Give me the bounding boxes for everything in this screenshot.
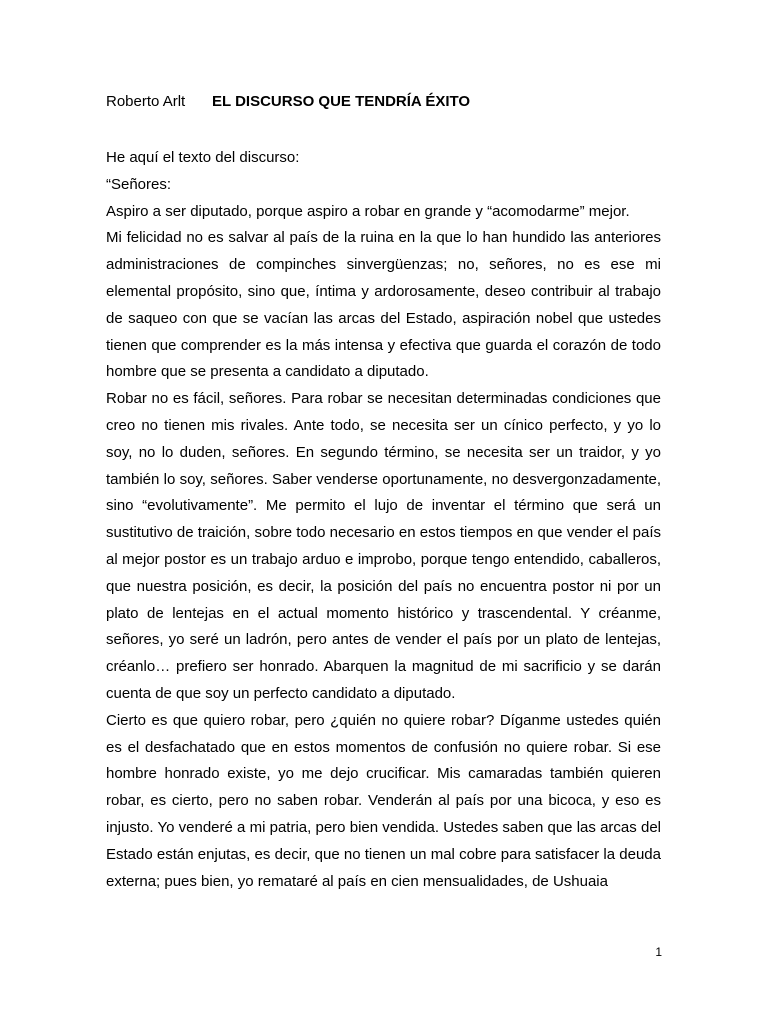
body-text <box>106 145 661 895</box>
paragraph-aspiration: Aspiro a ser diputado, porque aspiro a robar en grande y “acomodarme” mejor. <box>106 202 630 220</box>
page-number: 1 <box>655 945 662 959</box>
author-name: Roberto Arlt <box>106 93 186 110</box>
paragraph-robar-no-es-facil: Robar no es fácil, señores. Para robar se necesitan determinadas condiciones que creo no tienen mis rivales. Ante todo, se necesita ser un cínico perfecto, y yo lo soy, no lo duden, señores. En segundo término, se necesita ser un traidor, y yo también lo soy, señores. Saber venderse oportunamente, no desvergonzadamente, sino “evolutivamente”. Me permito el lujo de inventar el término que será un sustitutivo de traición, sobre todo necesario en estos tiempos en que vender el país al mejor postor es un trabajo arduo e improbo, porque tengo entendido, caballeros, que nuestra posición, es decir, la posición del país no encuentra postor ni por un plato de lentejas en el actual momento histórico y trascendental. Y créanme, señores, yo seré un ladrón, pero antes de vender el país por un plato de lentejas, créanlo… prefiero ser honrado. Abarquen la magnitud de mi sacrificio y se darán cuenta de que soy un perfecto candidato a diputado. <box>106 390 661 702</box>
intro-line: He aquí el texto del discurso: <box>106 149 300 166</box>
document-title: EL DISCURSO QUE TENDRÍA ÉXITO <box>212 93 471 110</box>
document-header <box>106 92 470 112</box>
salutation-line: “Señores: <box>106 175 172 193</box>
paragraph-cierto-es: Cierto es que quiero robar, pero ¿quién no quiere robar? Díganme ustedes quién es el desfachatado que en estos momentos de confusión no quiere robar. Si ese hombre honrado existe, yo me dejo crucificar. Mis camaradas también quieren robar, es cierto, pero no saben robar. Venderán al país por una bicoca, y eso es injusto. Yo venderé a mi patria, pero bien vendida. Ustedes saben que las arcas del Estado están enjutas, es decir, que no tienen un mal cobre para satisfacer la deuda externa; pues bien, yo remataré al país en cien mensualidades, de Ushuaia <box>106 711 661 890</box>
paragraph-felicidad: Mi felicidad no es salvar al país de la ruina en la que lo han hundido las anteriores administraciones de compinches sinvergüenzas; no, señores, no es ese mi elemental propósito, sino que, íntima y ardorosamente, deseo contribuir al trabajo de saqueo con que se vacían las arcas del Estado, aspiración nobel que ustedes tienen que comprender es la más intensa y efectiva que guarda el corazón de todo hombre que se presenta a candidato a diputado. <box>106 229 661 381</box>
